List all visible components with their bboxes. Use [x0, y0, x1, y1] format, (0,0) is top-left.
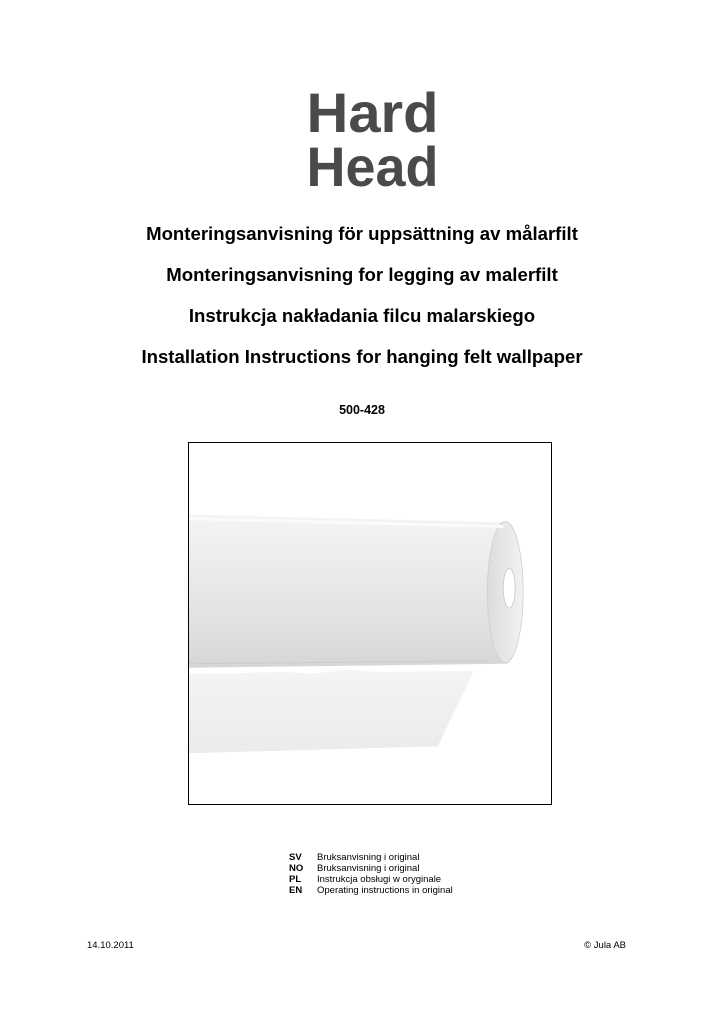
language-row-en: [289, 885, 453, 896]
language-row-sv: [289, 852, 453, 863]
title-norwegian: Monteringsanvisning for legging av malerfilt: [166, 264, 558, 285]
brand-logo: [305, 84, 440, 188]
title-polish: Instrukcja nakładania filcu malarskiego: [188, 305, 536, 326]
logo-text-hard: Hard: [306, 84, 439, 144]
product-image-frame: [188, 442, 552, 805]
roll-body: [189, 515, 522, 668]
language-code: EN: [289, 885, 303, 896]
language-list: [289, 852, 453, 896]
language-code: SV: [289, 852, 302, 863]
unrolled-sheet: [189, 664, 477, 754]
footer-copyright: © Jula AB: [584, 940, 626, 951]
felt-roll-image: [189, 443, 551, 804]
language-text: Bruksanvisning i original: [317, 852, 420, 863]
language-code: PL: [289, 874, 302, 885]
product-code: 500-428: [339, 403, 385, 417]
language-code: NO: [289, 863, 304, 874]
language-row-pl: [289, 874, 453, 885]
logo-text-head: Head: [306, 135, 439, 188]
footer-date: 14.10.2011: [87, 940, 134, 951]
title-swedish: Monteringsanvisning för uppsättning av målarfilt: [146, 223, 578, 244]
language-row-no: [289, 863, 453, 874]
title-english: Installation Instructions for hanging felt wallpaper: [141, 346, 583, 367]
roll-core: [503, 568, 515, 608]
language-text: Instrukcja obsługi w oryginale: [317, 874, 442, 885]
language-text: Operating instructions in original: [317, 885, 453, 896]
language-text: Bruksanvisning i original: [317, 863, 420, 874]
title-block: [0, 224, 724, 388]
